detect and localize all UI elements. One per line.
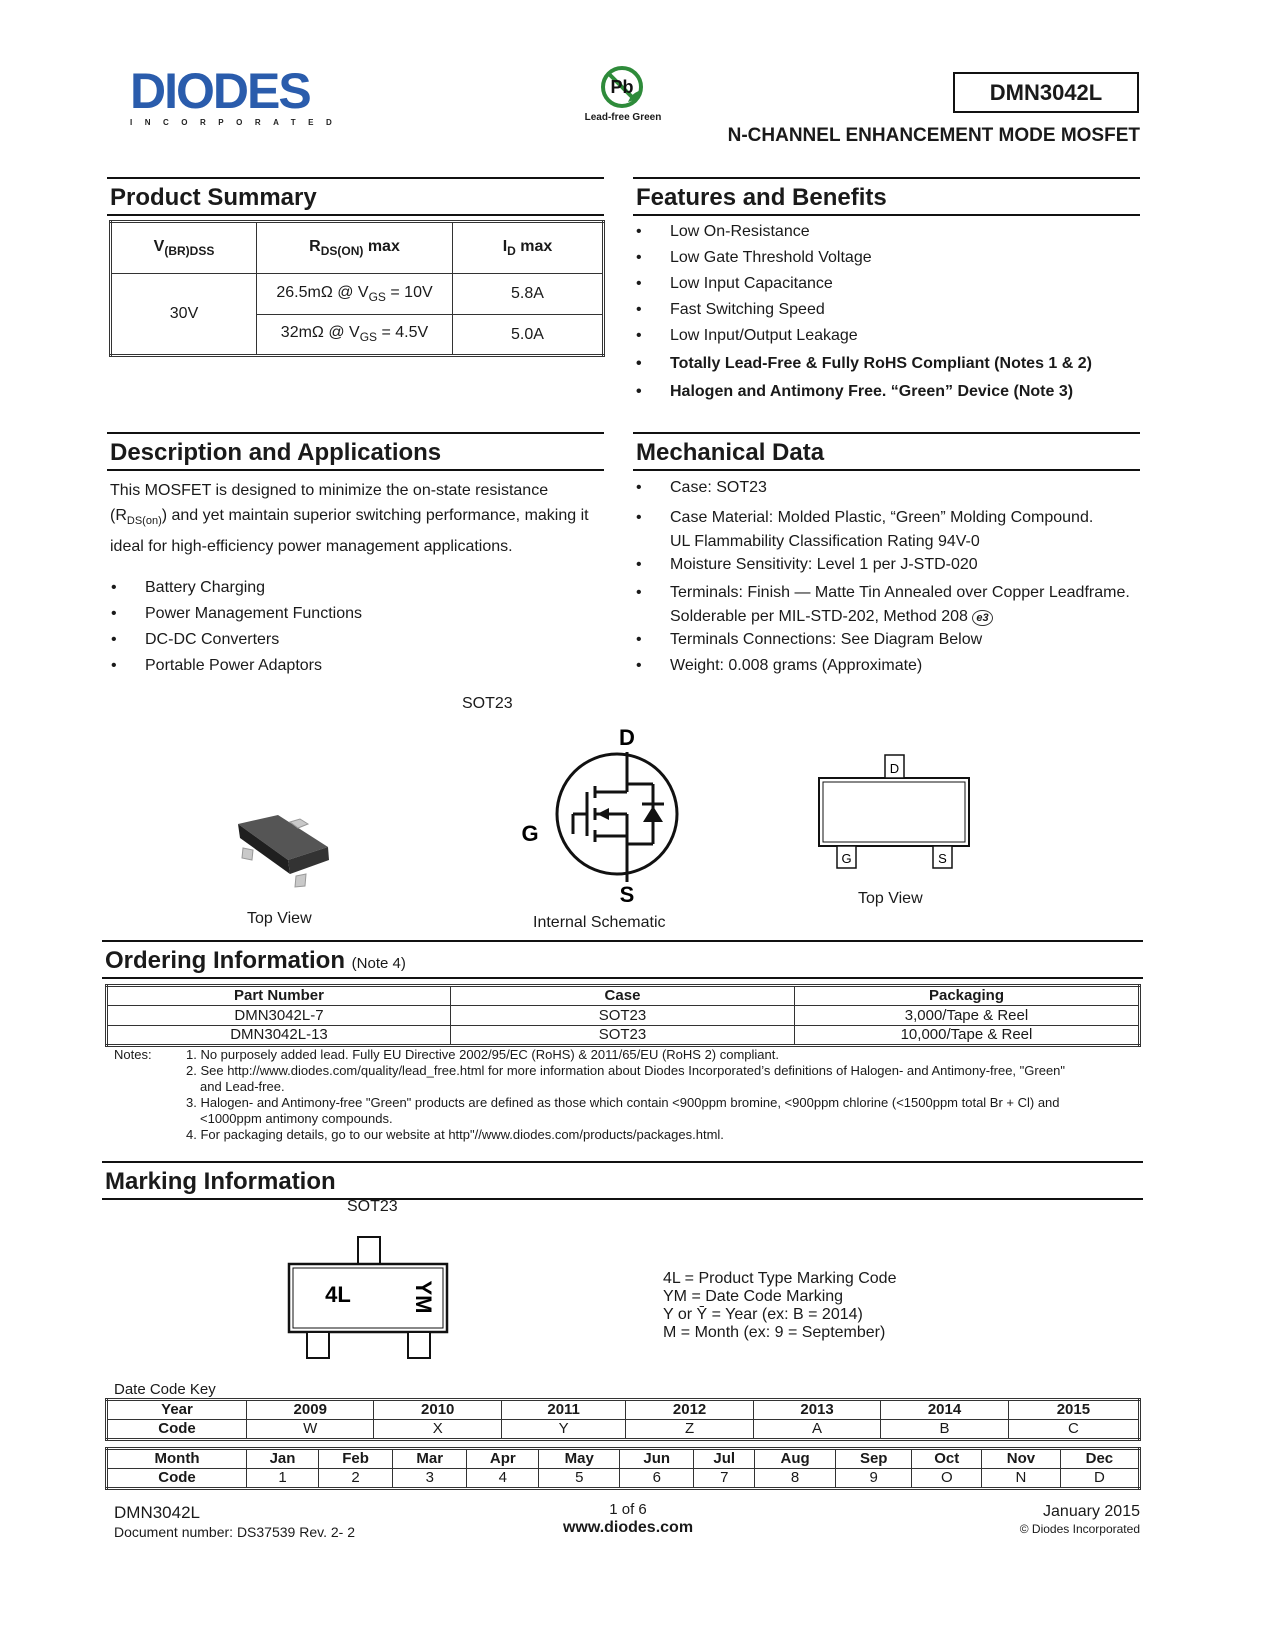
list-item: • DC-DC Converters: [109, 631, 599, 657]
month-code-table: Month Jan Feb Mar Apr May Jun Jul Aug Sep Oct Nov Dec Code 1 2 3 4 5 6 7 8 9 O N D: [105, 1447, 1141, 1490]
rds-row-2: 32mΩ @ $V_{GS} = 4.5V$: [257, 315, 453, 356]
footer-page: 1 of 6: [609, 1501, 647, 1518]
date-code-key-label: Date Code Key: [114, 1381, 216, 1398]
table-row: DMN3042L-13 SOT23 10,000/Tape & Reel: [107, 1026, 1140, 1046]
device-type: N-CHANNEL ENHANCEMENT MODE MOSFET: [727, 125, 1140, 146]
header-rds: $R_{DS(ON)}$ max: [257, 222, 453, 274]
package-label: SOT23: [462, 695, 513, 712]
list-item: • Terminals Connections: See Diagram Below: [634, 631, 1140, 657]
applications-list: [109, 579, 599, 683]
header-id: $I_D$ max: [453, 222, 604, 274]
list-item: • Case: SOT23: [634, 479, 1140, 506]
footer-doc-number: Document number: DS37539 Rev. 2- 2: [114, 1524, 355, 1540]
vbr-value: 30V: [111, 274, 257, 356]
lead-free-badge: [578, 64, 668, 128]
list-item: • Halogen and Antimony Free. “Green” Device (Note 3): [634, 383, 1140, 409]
pinout-d-label: D: [889, 761, 900, 776]
list-item: • Weight: 0.008 grams (Approximate): [634, 657, 1140, 683]
description-title: Description and Applications: [107, 432, 604, 471]
marking-package-label: SOT23: [347, 1198, 398, 1215]
table-header: Part Number: [107, 986, 451, 1006]
features-list: [634, 223, 1140, 409]
product-summary-table: [109, 220, 605, 357]
header-vbr: $V_{(BR)DSS}$: [111, 222, 257, 274]
pin-d-label: D: [619, 725, 635, 750]
notes-label: Notes:: [114, 1047, 152, 1062]
list-item: • Power Management Functions: [109, 605, 599, 631]
lead-free-icon: [598, 64, 648, 112]
id-row-2: 5.0A: [453, 315, 604, 356]
e3-mark: e3: [972, 610, 992, 626]
pb-symbol: Pb: [610, 77, 634, 97]
list-item: • Low Input/Output Leakage: [634, 327, 1140, 355]
company-logo: [130, 63, 345, 127]
table-header: Case: [450, 986, 794, 1006]
marking-code-ym: YM: [411, 1280, 436, 1314]
mechanical-list: [634, 479, 1140, 683]
table-row: DMN3042L-7 SOT23 3,000/Tape & Reel: [107, 1006, 1140, 1026]
pinout-g-label: G: [841, 851, 852, 866]
list-item: • Moisture Sensitivity: Level 1 per J-STD-020: [634, 556, 1140, 581]
marking-diagram: [286, 1234, 452, 1362]
list-item: • Portable Power Adaptors: [109, 657, 599, 683]
marking-title: Marking Information: [102, 1161, 1143, 1200]
year-code-table: Year 2009 2010 2011 2012 2013 2014 2015 Code W X Y Z A B C: [105, 1398, 1141, 1441]
ordering-notes: 1. No purposely added lead. Fully EU Directive 2002/95/EC (RoHS) & 2011/65/EU (RoHS 2) compliant. 2. See http://www.diodes.com/quality/lead_free.html for more information about Diodes Incorporated’s definitions of Halogen- and Antimony-free, "Green" and Lead-free. 3. Halogen- and Antimony-free "Green" products are defined as those which contain <900ppm bromine, <900ppm chlorine (<1500ppm total Br + Cl) and <1000ppm antimony compounds. 4. For packaging details, go to our website at http"//www.diodes.com/products/packages.html.: [186, 1047, 1066, 1142]
marking-legend: 4L = Product Type Marking Code YM = Date Code Marking Y or Ȳ = Year (ex: B = 2014) M = Month (ex: 9 = September): [663, 1270, 897, 1341]
logo-text: DIODES: [130, 63, 310, 119]
list-item: • Fast Switching Speed: [634, 301, 1140, 327]
features-title: Features and Benefits: [633, 177, 1140, 216]
table-header: Packaging: [794, 986, 1139, 1006]
part-number-box: DMN3042L: [953, 72, 1139, 113]
lead-free-label: Lead-free Green: [584, 112, 662, 123]
ordering-title: Ordering Information (Note 4): [102, 940, 1143, 979]
top-view-left-caption: Top View: [247, 910, 312, 927]
list-item: • Low Input Capacitance: [634, 275, 1140, 301]
footer-website[interactable]: www.diodes.com: [562, 1519, 694, 1536]
list-item: • Case Material: Molded Plastic, “Green” Molding Compound. UL Flammability Classification Rating 94V-0: [634, 506, 1140, 556]
top-view-right-caption: Top View: [858, 890, 923, 907]
mechanical-title: Mechanical Data: [633, 432, 1140, 471]
footer-date: January 2015: [1043, 1503, 1140, 1520]
product-summary-title: Product Summary: [107, 177, 604, 216]
internal-schematic: [515, 722, 685, 912]
list-item: • Low Gate Threshold Voltage: [634, 249, 1140, 275]
sot23-package-image: [228, 812, 338, 894]
pin-s-label: S: [619, 882, 635, 907]
rds-row-1: 26.5mΩ @ $V_{GS} = 10V$: [257, 274, 453, 315]
list-item: • Battery Charging: [109, 579, 599, 605]
description-text: This MOSFET is designed to minimize the on-state resistance $(R_{DS(on)})$ and yet maintain superior switching performance, making it ideal for high-efficiency power management applications.: [110, 482, 589, 556]
list-item: • Totally Lead-Free & Fully RoHS Compliant (Notes 1 & 2): [634, 355, 1140, 383]
footer-copyright: © Diodes Incorporated: [1019, 1522, 1140, 1536]
ordering-table: [105, 984, 1141, 1047]
pinout-s-label: S: [938, 851, 947, 866]
footer-part: DMN3042L: [114, 1503, 200, 1522]
marking-code-4l: 4L: [325, 1282, 351, 1307]
logo-subtext: INCORPORATED: [130, 118, 345, 127]
pin-g-label: G: [521, 821, 539, 846]
id-row-1: 5.8A: [453, 274, 604, 315]
schematic-caption: Internal Schematic: [533, 914, 666, 931]
list-item: • Terminals: Finish — Matte Tin Annealed over Copper Leadframe. Solderable per MIL-STD-202, Method 208 e3: [634, 581, 1140, 631]
list-item: • Low On-Resistance: [634, 223, 1140, 249]
top-view-pinout: [815, 752, 975, 872]
